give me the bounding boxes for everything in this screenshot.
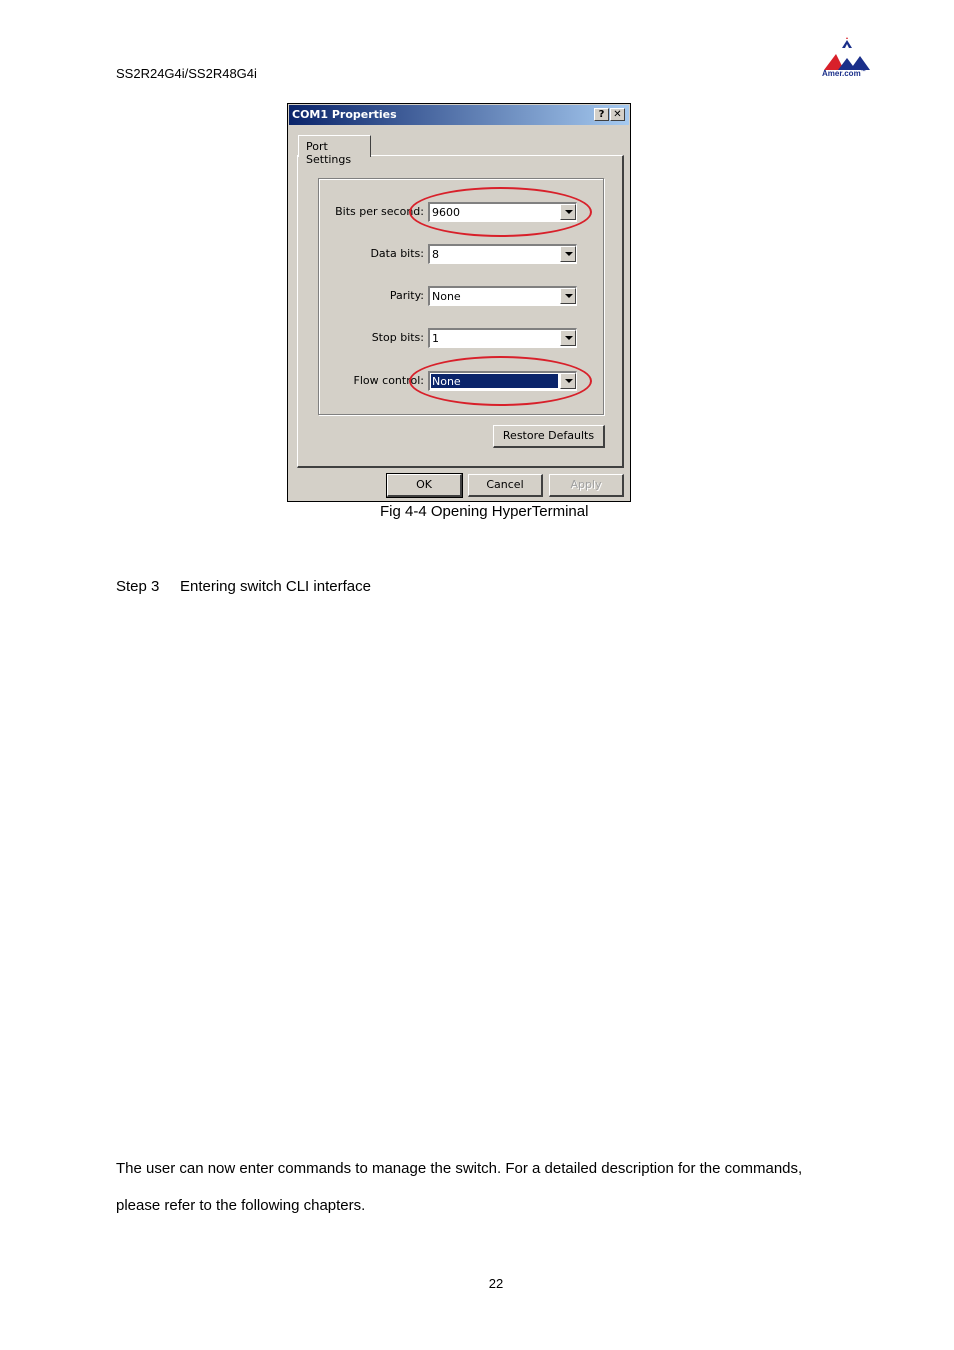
chevron-down-icon[interactable] — [560, 246, 576, 262]
parity-label: Parity: — [389, 289, 424, 302]
flow-control-label: Flow control: — [353, 374, 424, 387]
data-bits-select[interactable] — [428, 244, 577, 264]
stop-bits-label: Stop bits: — [371, 331, 424, 344]
body-paragraph-line-1: The user can now enter commands to manage the switch. For a detailed description for the commands, — [116, 1160, 803, 1177]
header-model: SS2R24G4i/SS2R48G4i — [116, 66, 257, 81]
body-paragraph-line-2: please refer to the following chapters. — [116, 1197, 366, 1214]
step-heading — [116, 578, 371, 595]
logo-tm: ™ — [860, 69, 866, 75]
step-title: Entering switch CLI interface — [180, 578, 371, 595]
stop-bits-select[interactable] — [428, 328, 577, 348]
help-button[interactable]: ? — [594, 108, 609, 121]
bits-per-second-label: Bits per second: — [335, 205, 424, 218]
close-button[interactable]: ✕ — [610, 108, 625, 121]
tab-port-settings[interactable]: Port Settings — [298, 135, 371, 157]
restore-defaults-button[interactable]: Restore Defaults — [493, 425, 605, 448]
apply-button: Apply — [549, 474, 624, 497]
page-number: 22 — [488, 1276, 504, 1291]
bits-per-second-value: 9600 — [432, 206, 460, 219]
dialog-titlebar — [289, 105, 629, 125]
logo-text: Amer.com — [822, 69, 861, 78]
figure-caption: Fig 4-4 Opening HyperTerminal — [380, 503, 589, 520]
chevron-down-icon[interactable] — [560, 330, 576, 346]
ok-button[interactable]: OK — [387, 474, 462, 497]
amer-logo — [820, 36, 876, 82]
com1-properties-dialog — [287, 103, 631, 502]
flow-control-value: None — [431, 374, 558, 388]
step-number: Step 3 — [116, 578, 160, 595]
cancel-button[interactable]: Cancel — [468, 474, 543, 497]
highlight-ellipse-flow — [409, 356, 592, 406]
data-bits-value: 8 — [432, 248, 439, 261]
stop-bits-value: 1 — [432, 332, 439, 345]
parity-select[interactable] — [428, 286, 577, 306]
data-bits-label: Data bits: — [370, 247, 424, 260]
chevron-down-icon[interactable] — [560, 288, 576, 304]
parity-value: None — [432, 290, 461, 303]
dialog-title: COM1 Properties — [292, 108, 397, 121]
highlight-ellipse-baud — [409, 187, 592, 237]
